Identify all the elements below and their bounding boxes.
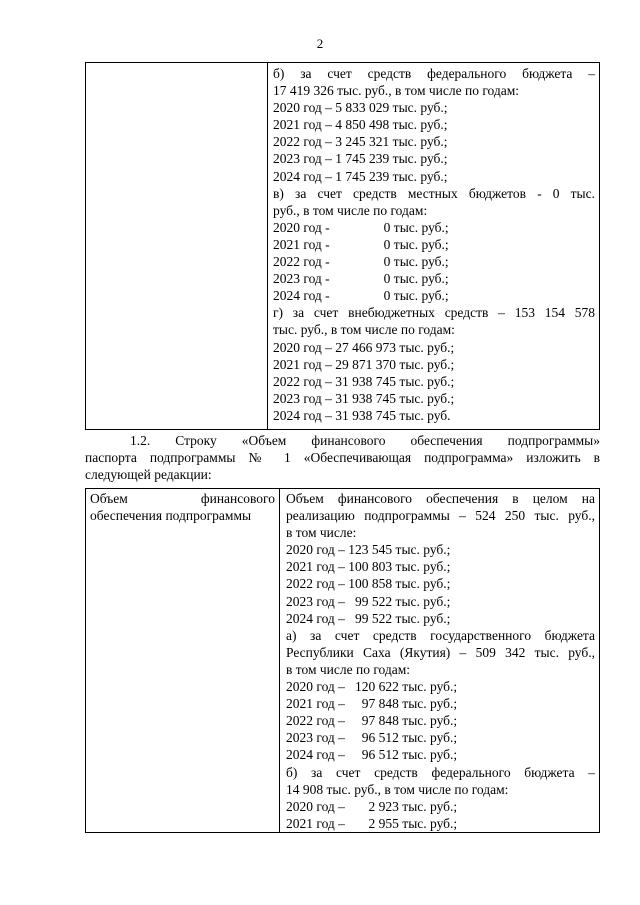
table-line: 2020 год – 5 833 029 тыс. руб.; — [273, 100, 448, 116]
table-line: Республики Саха (Якутия) – 509 342 тыс. руб., — [286, 644, 595, 660]
table-line: 2022 год – 97 848 тыс. руб.; — [286, 713, 458, 729]
table-line: а) за счет средств государственного бюджета — [286, 627, 595, 643]
table-line: 2020 год – 120 622 тыс. руб.; — [286, 679, 458, 695]
table-line: 2021 год – 4 850 498 тыс. руб.; — [273, 117, 448, 133]
table-line: 2023 год – 31 938 745 тыс. руб.; — [273, 390, 455, 406]
paragraph-line: следующей редакции: — [85, 467, 212, 483]
table-label-cell — [86, 489, 280, 832]
table-line: г) за счет внебюджетных средств – 153 154 578 — [273, 305, 595, 321]
table-value-cell — [286, 490, 595, 832]
table-line: 17 419 326 тыс. руб., в том числе по годам: — [273, 83, 520, 99]
row-label-line: обеспечения подпрограммы — [90, 508, 252, 524]
table-line: 2022 год - 0 тыс. руб.; — [273, 254, 449, 270]
table-line: в том числе по годам: — [286, 661, 411, 677]
table-value-cell — [273, 65, 595, 424]
table-line: Объем финансового обеспечения в целом на — [286, 491, 595, 506]
paragraph-line: паспорта подпрограммы № 1 «Обеспечивающая подпрограмма» изложить в — [85, 450, 600, 466]
table-line: тыс. руб., в том числе по годам: — [273, 322, 455, 338]
row-label-line: Объем финансового — [90, 491, 275, 506]
table-line: 2020 год - 0 тыс. руб.; — [273, 219, 449, 235]
paragraph-line: 1.2. Строку «Объем финансового обеспечения подпрограммы» — [130, 433, 600, 448]
table-line: 2020 год – 2 923 тыс. руб.; — [286, 798, 458, 814]
table-line: 2023 год – 96 512 тыс. руб.; — [286, 730, 458, 746]
table-line: руб., в том числе по годам: — [273, 202, 428, 218]
table-line: 2024 год – 99 522 тыс. руб.; — [286, 610, 451, 626]
table-line: в) за счет средств местных бюджетов - 0 тыс. — [273, 185, 595, 201]
table-line: 2020 год – 27 466 973 тыс. руб.; — [273, 339, 455, 355]
table-line: 2024 год - 0 тыс. руб.; — [273, 288, 449, 304]
page-number: 2 — [316, 36, 324, 51]
table-line: в том числе: — [286, 525, 357, 541]
table-line: 2022 год – 3 245 321 тыс. руб.; — [273, 134, 448, 150]
table-line: 2022 год – 31 938 745 тыс. руб.; — [273, 373, 455, 389]
table-line: 2023 год - 0 тыс. руб.; — [273, 271, 449, 287]
table-line: б) за счет средств федерального бюджета – — [286, 764, 595, 780]
table-line: 2021 год – 100 803 тыс. руб.; — [286, 559, 451, 575]
table-line: 14 908 тыс. руб., в том числе по годам: — [286, 781, 509, 797]
financing-table-new — [85, 488, 600, 833]
table-line: 2024 год – 1 745 239 тыс. руб.; — [273, 168, 448, 184]
table-line: 2024 год – 96 512 тыс. руб.; — [286, 747, 458, 763]
table-line: реализацию подпрограммы – 524 250 тыс. руб., — [286, 508, 595, 524]
amendment-paragraph — [85, 432, 600, 483]
table-line: 2021 год – 97 848 тыс. руб.; — [286, 696, 458, 712]
table-line: 2021 год – 29 871 370 тыс. руб.; — [273, 356, 455, 372]
financing-table-continued — [85, 62, 600, 430]
table-line: 2024 год – 31 938 745 тыс. руб. — [273, 407, 451, 423]
table-line: 2020 год – 123 545 тыс. руб.; — [286, 542, 451, 558]
table-line: б) за счет средств федерального бюджета – — [273, 66, 595, 81]
table-label-cell-empty — [86, 63, 268, 429]
table-line: 2023 год – 1 745 239 тыс. руб.; — [273, 151, 448, 167]
table-line: 2021 год - 0 тыс. руб.; — [273, 236, 449, 252]
table-line: 2021 год – 2 955 тыс. руб.; — [286, 815, 458, 831]
table-line: 2022 год – 100 858 тыс. руб.; — [286, 576, 451, 592]
table-line: 2023 год – 99 522 тыс. руб.; — [286, 593, 451, 609]
